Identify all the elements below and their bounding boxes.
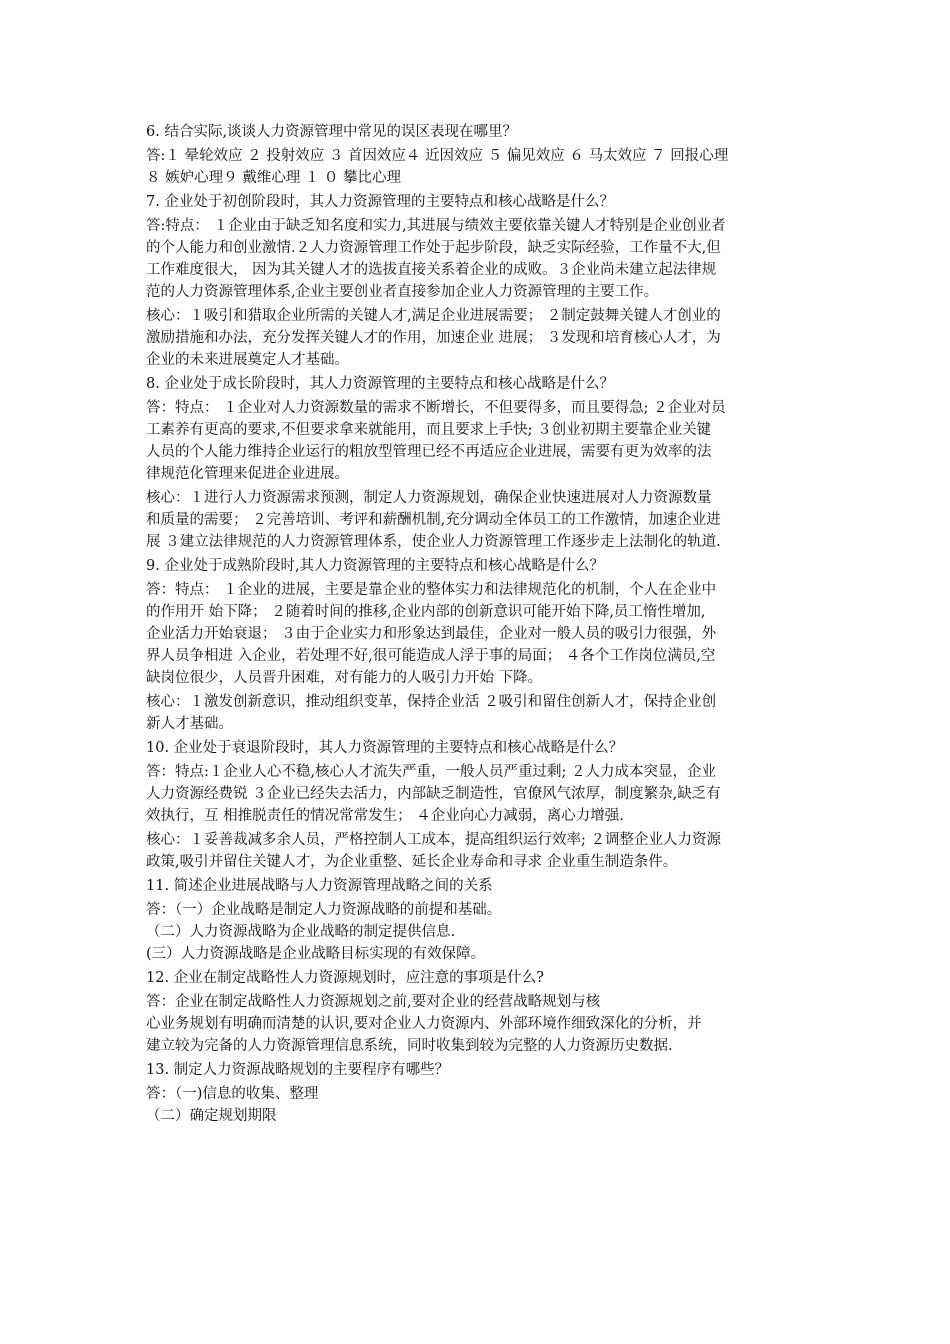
text-line: 展 ３建立法律规范的人力资源管理体系，使企业人力资源管理工作逐步走上法制化的轨道. (146, 534, 721, 550)
text-line: 答：（一）企业战略是制定人力资源战略的前提和基础。 (146, 902, 502, 918)
text-line: 11. 简述企业进展战略与人力资源管理战略之间的关系 (146, 878, 493, 894)
text-line: 13. 制定人力资源战略规划的主要程序有哪些？ (146, 1062, 450, 1078)
text-line: 答：特点:１企业人心不稳,核心人才流失严重，一般人员严重过剩; ２人力成本突显，企业 (146, 764, 716, 780)
text-line: 律规范化管理来促进企业进展。 (146, 466, 349, 482)
text-line: 人员的个人能力维持企业运行的粗放型管理已经不再适应企业进展，需要有更为效率的法 (146, 444, 712, 460)
text-line: 8. 企业处于成长阶段时，其人力资源管理的主要特点和核心战略是什么？ (146, 376, 614, 392)
text-line: 答：特点： １企业的进展，主要是靠企业的整体实力和法律规范化的机制，个人在企业中 (146, 582, 717, 598)
text-line: 的作用开 始下降； ２随着时间的推移,企业内部的创新意识可能开始下降,员工惰性增加, (146, 604, 706, 620)
text-line: 激励措施和办法，充分发挥关键人才的作用，加速企业 进展； ３发现和培育核心人才，为 (146, 330, 721, 346)
text-line: 缺岗位很少，人员晋升困难，对有能力的人吸引力开始 下降。 (146, 670, 543, 686)
text-line: 12. 企业在制定战略性人力资源规划时，应注意的事项是什么? (146, 970, 544, 986)
text-line: 新人才基础。 (146, 716, 233, 732)
text-line: 答:１ 晕轮效应 ２ 投射效应 ３ 首因效应４ 近因效应 ５ 偏见效应 ６ 马太效应 ７ 回报心理 (146, 148, 729, 164)
text-line: 效执行，互 相推脱责任的情况常常发生； ４企业向心力减弱，离心力增强. (146, 808, 624, 824)
text-line: ８ 嫉妒心理９ 戴维心理 １ ０ 攀比心理 (146, 170, 402, 186)
text-line: （二）确定规划期限 (146, 1108, 277, 1124)
text-line: (三）人力资源战略是企业战略目标实现的有效保障。 (146, 946, 486, 962)
text-line: 工素养有更高的要求,不但要求拿来就能用，而且要求上手快; ３创业初期主要靠企业关键 (146, 422, 712, 438)
text-line: 7. 企业处于初创阶段时，其人力资源管理的主要特点和核心战略是什么？ (146, 194, 614, 210)
document-body (146, 121, 810, 1127)
text-line: 答：特点： １企业对人力资源数量的需求不断增长，不但要得多，而且要得急; ２企业对员 (146, 400, 726, 416)
text-line: 答：企业在制定战略性人力资源规划之前,要对企业的经营战略规划与核 (146, 994, 601, 1010)
text-line: 工作难度很大， 因为其关键人才的选拔直接关系着企业的成败。３企业尚未建立起法律规 (146, 262, 717, 278)
text-line: 的个人能力和创业激情.２人力资源管理工作处于起步阶段，缺乏实际经验，工作量不大,但 (146, 240, 721, 256)
text-line: 核心：１进行人力资源需求预测，制定人力资源规划，确保企业快速进展对人力资源数量 (146, 490, 712, 506)
text-line: 人力资源经费锐 ３企业已经失去活力，内部缺乏制造性，官僚风气浓厚，制度繁杂,缺乏有 (146, 786, 721, 802)
text-line: 核心：１妥善裁减多余人员，严格控制人工成本，提高组织运行效率; ２调整企业人力资源 (146, 832, 721, 848)
text-line: 企业活力开始衰退； ３由于企业实力和形象达到最佳，企业对一般人员的吸引力很强，外 (146, 626, 717, 642)
text-line: 企业的未来进展奠定人才基础。 (146, 352, 349, 368)
text-line: 心业务规划有明确而清楚的认识,要对企业人力资源内、外部环境作细致深化的分析，并 (146, 1016, 702, 1032)
text-line: 和质量的需要； ２完善培训、考评和薪酬机制,充分调动全体员工的工作激情，加速企业进 (146, 512, 721, 528)
text-line: 答:特点： １企业由于缺乏知名度和实力,其进展与绩效主要依靠关键人才特别是企业创业者 (146, 218, 726, 234)
text-line: 政策,吸引并留住关键人才，为企业重整、延长企业寿命和寻求 企业重生制造条件。 (146, 854, 678, 870)
text-line: 建立较为完备的人力资源管理信息系统，同时收集到较为完整的人力资源历史数据. (146, 1038, 673, 1054)
text-line: 6. 结合实际,谈谈人力资源管理中常见的误区表现在哪里？ (146, 124, 518, 140)
text-line: 核心：１激发创新意识，推动组织变革，保持企业活 ２吸引和留住创新人才，保持企业创 (146, 694, 717, 710)
text-line: （二）人力资源战略为企业战略的制定提供信息. (146, 924, 456, 940)
text-line: 范的人力资源管理体系,企业主要创业者直接参加企业人力资源管理的主要工作。 (146, 284, 659, 300)
text-line: 核心：１吸引和猎取企业所需的关键人才,满足企业进展需要； ２制定鼓舞关键人才创业的 (146, 308, 721, 324)
text-line: 界人员争相进 入企业，若处理不好,很可能造成人浮于事的局面； ４各个工作岗位满员,空 (146, 648, 716, 664)
text-line: 10. 企业处于衰退阶段时，其人力资源管理的主要特点和核心战略是什么？ (146, 740, 624, 756)
text-line: 答：（一)信息的收集、整理 (146, 1086, 319, 1102)
text-line: 9. 企业处于成熟阶段时,其人力资源管理的主要特点和核心战略是什么？ (146, 558, 605, 574)
